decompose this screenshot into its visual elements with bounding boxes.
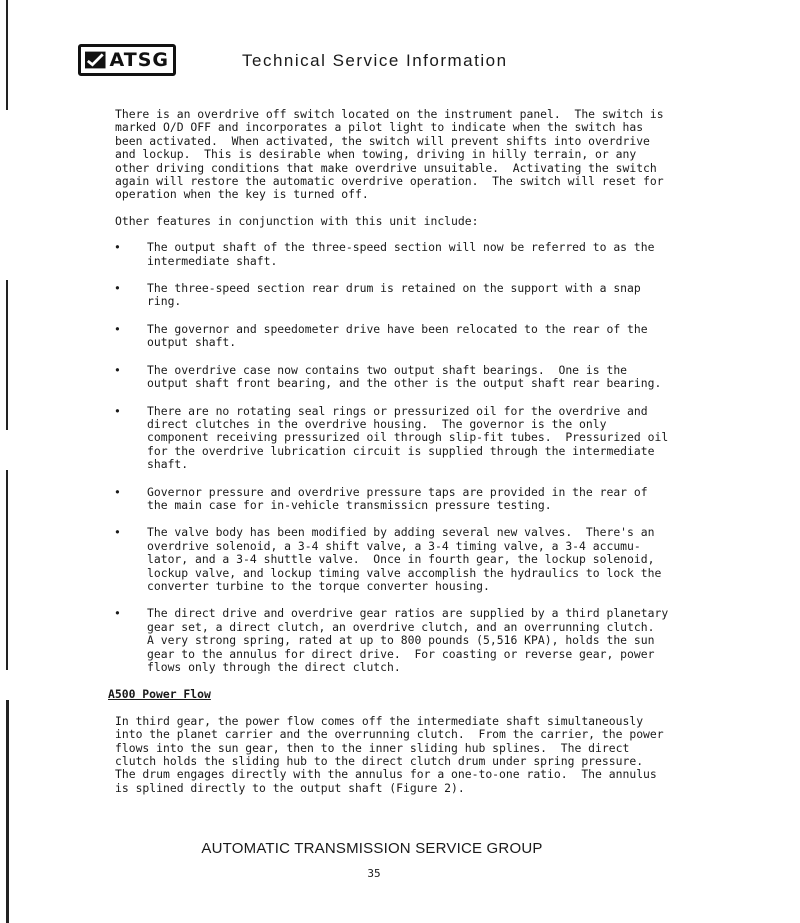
bullet-icon: • bbox=[114, 362, 121, 377]
page-title: Technical Service Information bbox=[242, 51, 508, 70]
intro-paragraph: There is an overdrive off switch located on the instrument panel. The switch is marked O/D OFF and incorporates a pilot light to indicate when the switch has been activated. When activated, the switch will prevent shifts into overdrive and lockup. This is desirable when towing, driving in hilly terrain, or any other driving conditions that make overdrive unsuitable. Activating the switch again will restore the automatic overdrive operation. The switch will reset for operation when the key is turned off. bbox=[115, 107, 664, 202]
list-item bbox=[115, 364, 675, 391]
power-flow-paragraph: In third gear, the power flow comes off the intermediate shaft simultaneously into the planet carrier and the overrunning clutch. From the carrier, the power flows into the sun gear, then to the inner sliding hub splines. The direct clutch holds the sliding hub to the direct clutch drum under spring pressure. The drum engages directly with the annulus for a one-to-one ratio. The annulus is splined directly to the output shaft (Figure 2). bbox=[115, 713, 664, 795]
feature-list bbox=[115, 241, 675, 674]
bullet-icon: • bbox=[114, 403, 121, 418]
list-item-text: There are no rotating seal rings or pressurized oil for the overdrive and direct clutches in the overdrive housing. The governor is the only component receiving pressurized oil through slip-fit tubes. Pressurized oil for the overdrive lubrication circuit is supplied through the intermediate shaft. bbox=[147, 403, 669, 472]
page-binding-edge bbox=[6, 280, 8, 430]
list-item-text: Governor pressure and overdrive pressure taps are provided in the rear of the main case for in-vehicle transmissicn pressure testing. bbox=[147, 484, 648, 512]
page-binding-edge bbox=[6, 700, 9, 923]
page-binding-edge bbox=[6, 0, 8, 110]
page-number: 35 bbox=[367, 867, 381, 880]
list-item bbox=[115, 526, 675, 593]
document-body bbox=[108, 107, 675, 808]
bullet-icon: • bbox=[114, 281, 121, 296]
list-item bbox=[115, 241, 675, 268]
logo-text: ATSG bbox=[109, 49, 169, 71]
page-footer bbox=[0, 840, 800, 880]
bullet-icon: • bbox=[114, 321, 121, 336]
footer-organization: AUTOMATIC TRANSMISSION SERVICE GROUP bbox=[201, 840, 543, 857]
section-heading: A500 Power Flow bbox=[108, 687, 211, 702]
bullet-icon: • bbox=[114, 484, 121, 499]
list-item-text: The direct drive and overdrive gear ratios are supplied by a third planetary gear set, a direct clutch, an overdrive clutch, and an overrunning clutch. A very strong spring, rated at up to 800 pounds (5,516 KPA), holds the sun gear to the annulus for direct drive. For coasting or reverse gear, power flows only through the direct clutch. bbox=[147, 606, 669, 674]
list-item-text: The output shaft of the three-speed section will now be referred to as the intermediate shaft. bbox=[147, 240, 655, 268]
list-item bbox=[115, 282, 675, 309]
list-item bbox=[115, 607, 675, 674]
list-item-text: The three-speed section rear drum is retained on the support with a snap ring. bbox=[147, 281, 641, 309]
list-item bbox=[115, 405, 675, 472]
bullet-icon: • bbox=[114, 240, 121, 255]
list-item bbox=[115, 323, 675, 350]
atsg-logo bbox=[78, 44, 176, 76]
page-header bbox=[78, 44, 508, 76]
list-item bbox=[115, 486, 675, 513]
list-item-text: The valve body has been modified by adding several new valves. There's an overdrive solenoid, a 3-4 shift valve, a 3-4 timing valve, a 3-4 accumu- lator, and a 3-4 shuttle valve. Once in fourth gear, the lockup solenoid, lockup valve, and lockup timing valve accomplish the hydraulics to lock the converter turbine to the torque converter housing. bbox=[147, 525, 662, 593]
page-binding-edge bbox=[6, 470, 8, 670]
list-item-text: The governor and speedometer drive have been relocated to the rear of the output shaft. bbox=[147, 321, 648, 350]
list-item-text: The overdrive case now contains two output shaft bearings. One is the output shaft front bearing, and the other is the output shaft rear bearing. bbox=[147, 362, 662, 391]
checkmark-icon bbox=[85, 51, 106, 69]
bullet-icon: • bbox=[114, 525, 121, 540]
features-intro: Other features in conjunction with this unit include: bbox=[115, 213, 479, 228]
bullet-icon: • bbox=[114, 606, 121, 621]
